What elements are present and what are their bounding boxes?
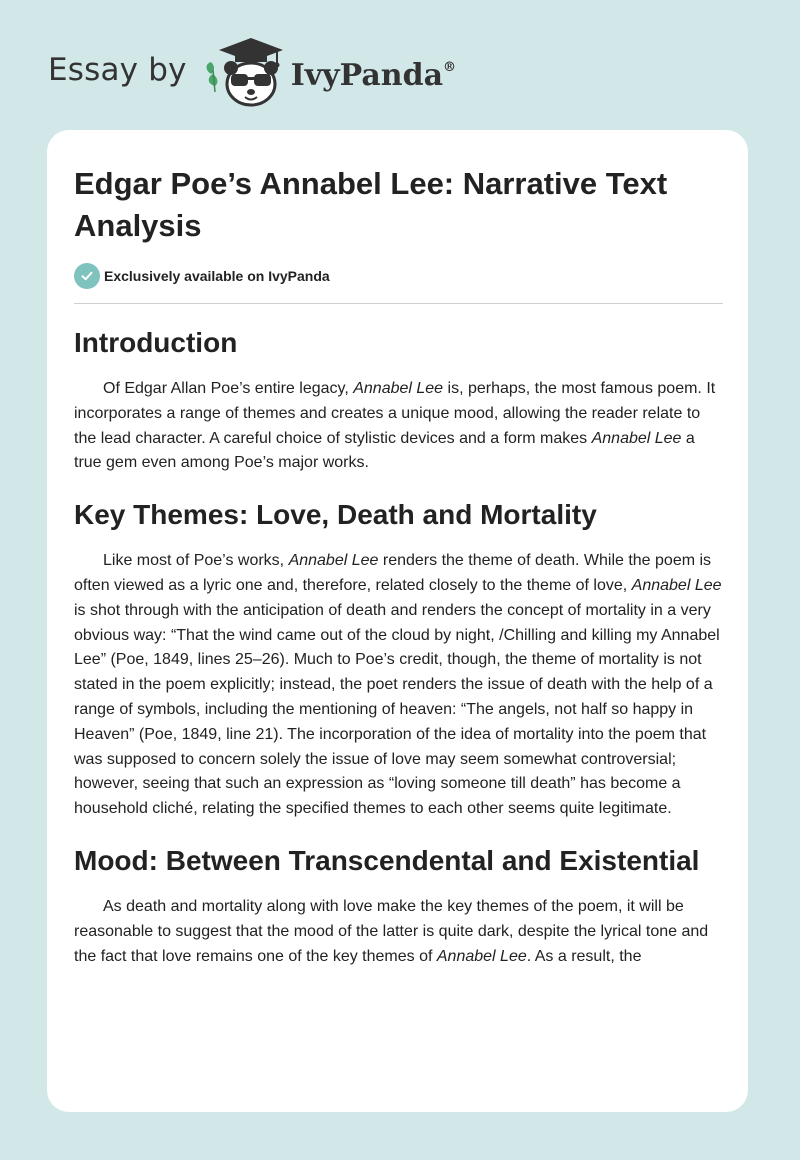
section-heading: Key Themes: Love, Death and Mortality — [74, 499, 597, 531]
italic-title: Annabel Lee — [353, 380, 444, 397]
section-paragraph: Like most of Poe’s works, Annabel Lee renders the theme of death. While the poem is often viewed as a lyric one and, therefore, related closely to the theme of love, Annabel Lee is shot through with the anticipation of death and renders the concept of mortality in a very obvious way: “That the wind came out of the cloud by night, /Chilling and killing my Annabel Lee” (Poe, 1849, lines 25–26). Much to Poe’s credit, though, the theme of mortality is not stated in the poem explicitly; instead, the poet renders the issue of death with the help of a range of symbols, including the mentioning of heaven: “The angels, not half so happy in Heaven” (Poe, 1849, line 21). The incorporation of the idea of mortality into the poem that was supposed to concern solely the issue of love may seem somewhat controversial; however, seeing that such an expression as “loving someone till death” has become a household cliché, relating the specified themes to each other seems quite legitimate. — [74, 552, 722, 818]
section-paragraph: Of Edgar Allan Poe’s entire legacy, Annabel Lee is, perhaps, the most famous poem. It incorporates a range of themes and creates a unique mood, allowing the reader relate to the lead character. A careful choice of stylistic devices and a form makes Annabel Lee a true gem even among Poe’s major works. — [74, 380, 716, 472]
divider — [74, 303, 723, 304]
brand-header — [48, 36, 456, 108]
italic-title: Annabel Lee — [288, 552, 379, 570]
panda-logo-icon[interactable] — [201, 36, 285, 108]
italic-title: Annabel Lee — [591, 429, 682, 447]
article-card — [47, 130, 748, 1112]
section-heading: Introduction — [74, 327, 238, 358]
brand-name[interactable]: IvyPanda® — [290, 57, 457, 93]
brand-prefix: Essay by — [48, 52, 187, 88]
exclusive-label: Exclusively available on IvyPanda — [104, 268, 330, 284]
italic-title: Annabel Lee — [436, 947, 527, 965]
article-title: Edgar Poe’s Annabel Lee: Narrative Text Analysis — [74, 166, 668, 243]
check-badge-icon — [74, 263, 100, 289]
exclusive-notice — [74, 263, 330, 289]
section-heading: Mood: Between Transcendental and Existential — [74, 844, 700, 876]
italic-title: Annabel Lee — [631, 576, 722, 594]
section-paragraph: As death and mortality along with love make the key themes of the poem, it will be reasonable to suggest that the mood of the latter is quite dark, despite the lyrical tone and the fact that love remains one of the key themes of Annabel Lee. As a result, the — [74, 897, 709, 965]
article-body — [74, 322, 723, 987]
